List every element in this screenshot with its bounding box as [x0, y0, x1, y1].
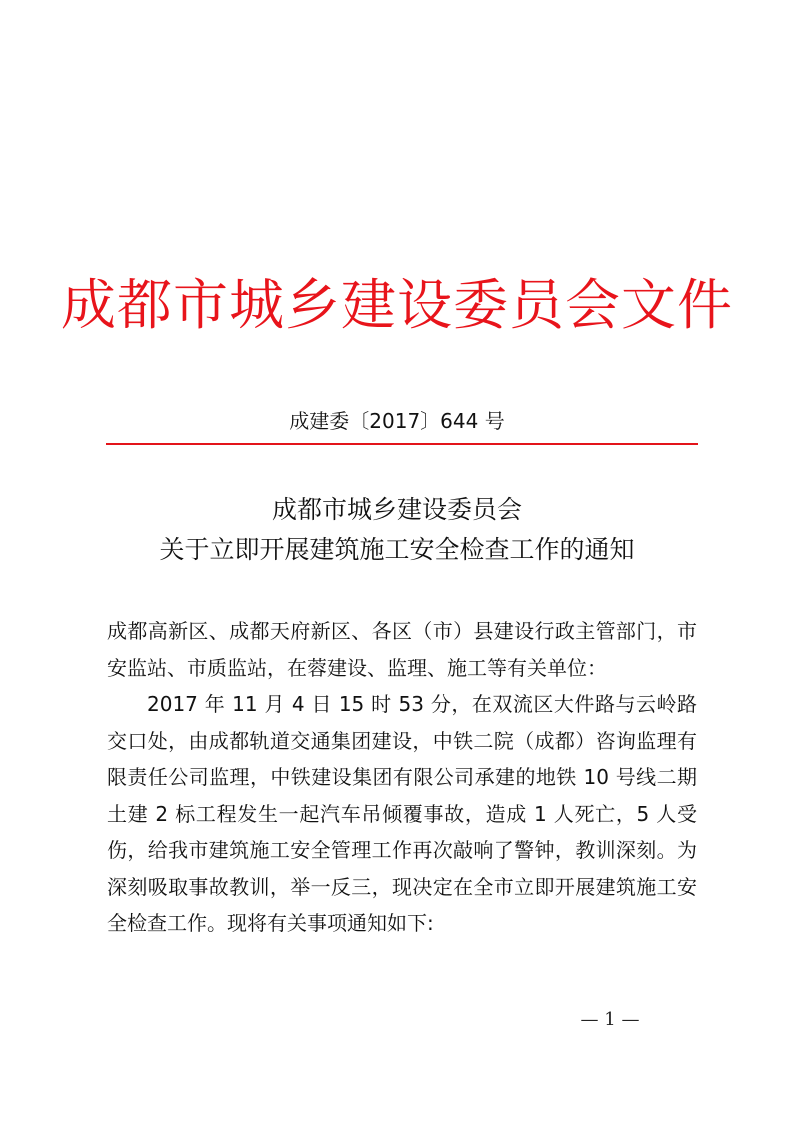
notice-body [107, 613, 697, 942]
red-separator-line [106, 443, 698, 445]
document-number: 成建委〔2017〕644 号 [289, 409, 505, 433]
notice-title-line-2: 关于立即开展建筑施工安全检查工作的通知 [159, 535, 635, 564]
salutation: 成都高新区、成都天府新区、各区（市）县建设行政主管部门，市安监站、市质监站，在蓉建设、监理、施工等有关单位： [107, 619, 697, 680]
page-number: — 1 — [580, 1009, 640, 1030]
document-masthead: 成都市城乡建设委员会文件 [60, 273, 733, 337]
body-paragraph: 2017 年 11 月 4 日 15 时 53 分，在双流区大件路与云岭路交口处，由成都轨道交通集团建设，中铁二院（成都）咨询监理有限责任公司监理，中铁建设集团有限公司承建的地铁 10 号线二期土建 2 标工程发生一起汽车吊倾覆事故，造成 1 人死亡，5 人受伤，给我市建筑施工安全管理工作再次敲响了警钟，教训深刻。为深刻吸取事故教训，举一反三，现决定在全市立即开展建筑施工安全检查工作。现将有关事项通知如下: [107, 692, 697, 935]
notice-title-line-1: 成都市城乡建设委员会 [271, 495, 522, 524]
